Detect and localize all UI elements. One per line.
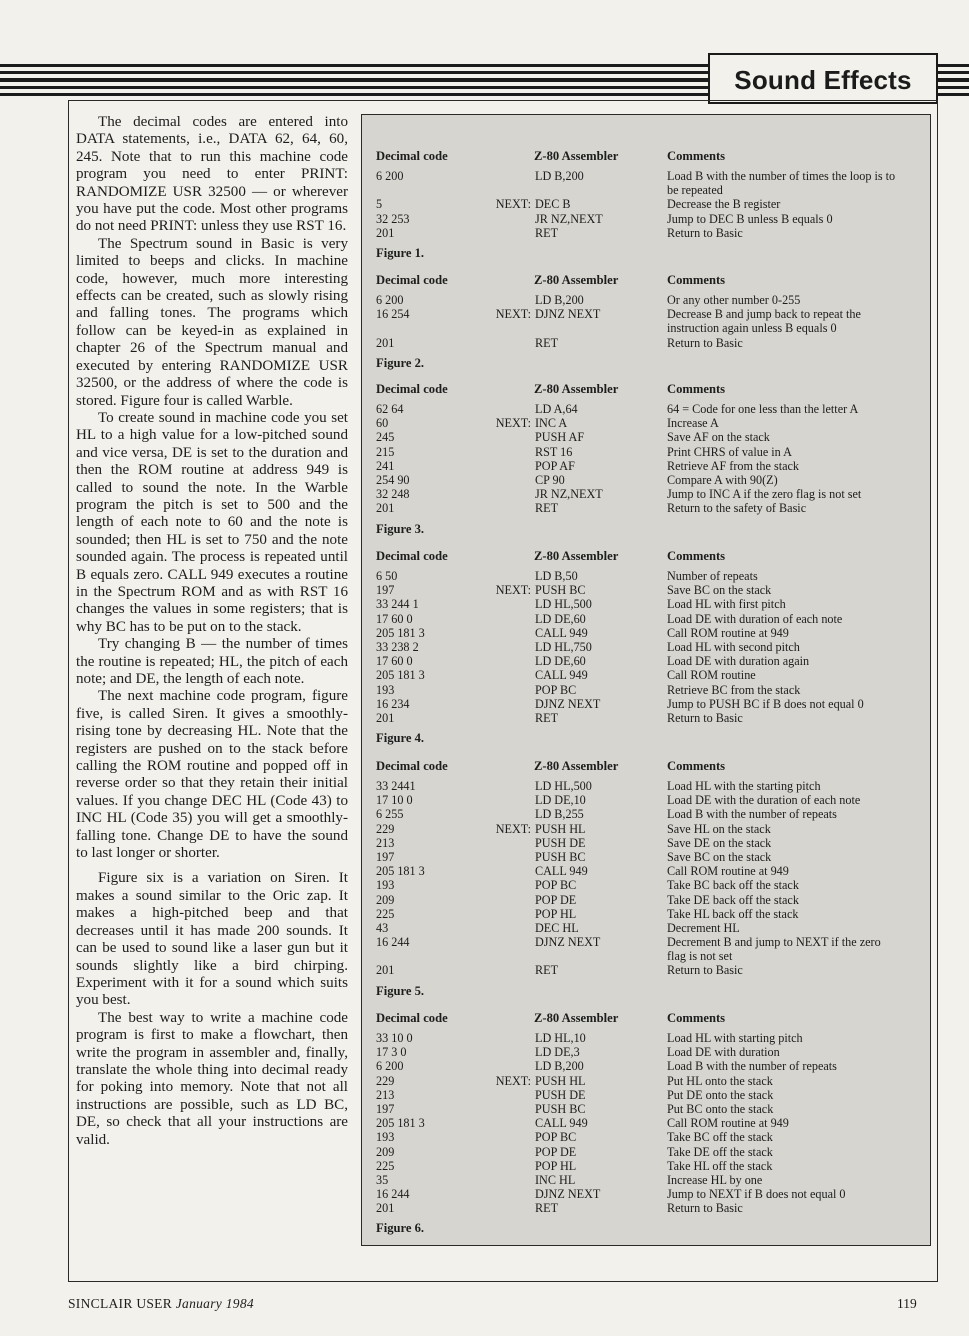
listing-row	[362, 487, 930, 501]
listing-header-row	[362, 149, 930, 169]
label-cell: NEXT:	[495, 197, 531, 212]
assembler-cell: LD DE,60	[535, 611, 586, 626]
column-header-comments: Comments	[667, 382, 726, 396]
comment-cell: Call ROM routine	[667, 668, 756, 683]
comment-cell: Return to Basic	[667, 335, 743, 350]
assembler-cell: DJNZ NEXT	[535, 307, 601, 322]
decimal-code-cell: 201	[376, 963, 395, 978]
assembler-cell: PUSH BC	[535, 583, 586, 598]
comment-cell: Load DE with duration again	[667, 654, 810, 669]
assembler-cell: DJNZ NEXT	[535, 1187, 601, 1202]
assembler-cell: LD HL,750	[535, 639, 592, 654]
figure-caption: Figure 6.	[376, 1221, 425, 1236]
assembler-cell: LD DE,60	[535, 654, 586, 669]
assembler-cell: JR NZ,NEXT	[535, 211, 603, 226]
article-body	[76, 114, 348, 1149]
listing-row	[362, 1074, 930, 1088]
assembler-cell: POP BC	[535, 878, 577, 893]
comment-cell: Load B with the number of repeats	[667, 807, 837, 822]
listing-row	[362, 683, 930, 697]
decimal-code-cell: 6 200	[376, 293, 404, 307]
assembler-cell: RET	[535, 225, 559, 240]
assembler-cell: RET	[535, 963, 559, 978]
decimal-code-cell: 43	[376, 920, 389, 935]
listing-row	[362, 430, 930, 444]
comment-cell: Return to Basic	[667, 225, 743, 240]
comment-cell: Save HL on the stack	[667, 821, 771, 836]
assembler-cell: CALL 949	[535, 864, 588, 879]
column-header-decimal: Decimal code	[376, 549, 448, 563]
listing-row	[362, 793, 930, 807]
comment-cell: Print CHRS of value in A	[667, 444, 792, 459]
assembler-cell: LD HL,10	[535, 1031, 586, 1045]
assembler-cell: POP DE	[535, 892, 577, 907]
assembler-cell: DEC HL	[535, 920, 579, 935]
decimal-code-cell: 254 90	[376, 472, 410, 487]
comment-cell: Load B with the number of times the loop is to be repeated	[667, 169, 896, 198]
figure-listing	[362, 1011, 930, 1236]
figure-listing	[362, 149, 930, 261]
listing-row	[362, 1116, 930, 1130]
article-paragraph: The best way to write a machine code program is first to make a flowchart, then write the program in assembler and, finally, translate the whole thing into decimal ready for poking into memory. Note that not all instructions are possible, such as LD BC, DE, so check that all your instructions are valid.	[76, 1009, 348, 1148]
assembler-cell: RET	[535, 1201, 559, 1216]
listing-row	[362, 1130, 930, 1144]
listing-row	[362, 1045, 930, 1059]
listing-row	[362, 169, 930, 197]
column-header-comments: Comments	[667, 759, 726, 773]
decimal-code-cell: 33 2441	[376, 779, 416, 793]
comment-cell: Return to Basic	[667, 963, 743, 978]
decimal-code-cell: 229	[376, 821, 395, 836]
figure-listing	[362, 273, 930, 371]
decimal-code-cell: 201	[376, 1201, 395, 1216]
comment-cell: Call ROM routine at 949	[667, 1116, 789, 1131]
decimal-code-cell: 209	[376, 1144, 395, 1159]
decimal-code-cell: 17 10 0	[376, 793, 413, 808]
listing-header-row	[362, 549, 930, 569]
assembler-cell: LD B,200	[535, 169, 584, 183]
listing-row	[362, 864, 930, 878]
comment-cell: Decrease the B register	[667, 197, 781, 212]
column-header-assembler: Z-80 Assembler	[534, 149, 619, 163]
listing-row	[362, 1088, 930, 1102]
comment-cell: Take DE off the stack	[667, 1144, 773, 1159]
comment-cell: Load DE with the duration of each note	[667, 793, 861, 808]
decimal-code-cell: 6 200	[376, 169, 404, 183]
listing-row	[362, 1031, 930, 1045]
decimal-code-cell: 32 253	[376, 211, 410, 226]
decimal-code-cell: 201	[376, 501, 395, 516]
decimal-code-cell: 33 244 1	[376, 597, 419, 612]
assembler-cell: RET	[535, 501, 559, 516]
listing-row	[362, 459, 930, 473]
comment-cell: Compare A with 90(Z)	[667, 472, 778, 487]
assembler-cell: LD HL,500	[535, 597, 592, 612]
listing-row	[362, 626, 930, 640]
label-cell: NEXT:	[495, 307, 531, 322]
comment-cell: Return to the safety of Basic	[667, 501, 807, 516]
comment-cell: Load DE with duration	[667, 1045, 780, 1060]
comment-cell: Retrieve AF from the stack	[667, 458, 799, 473]
comment-cell: Increase A	[667, 416, 719, 431]
listing-header-row	[362, 382, 930, 402]
figure-listing	[362, 382, 930, 537]
article-paragraph: The decimal codes are entered into DATA statements, i.e., DATA 62, 64, 60, 245. Note that to run this machine code program you need to enter PRINT: RANDOMIZE USR 32500 — or wherever you have put the code. Most other programs do not need PRINT: unless they use RST 16.	[76, 114, 348, 235]
decimal-code-cell: 213	[376, 1087, 395, 1102]
listing-row	[362, 612, 930, 626]
comment-cell: Take HL back off the stack	[667, 906, 799, 921]
figure-caption: Figure 2.	[376, 355, 425, 370]
comment-cell: Or any other number 0-255	[667, 293, 801, 307]
column-header-assembler: Z-80 Assembler	[534, 759, 619, 773]
page-number: 119	[897, 1296, 917, 1311]
listing-row	[362, 307, 930, 335]
assembler-cell: CALL 949	[535, 1116, 588, 1131]
header-rule-right	[938, 64, 969, 98]
decimal-code-cell: 197	[376, 1101, 395, 1116]
assembler-cell: JR NZ,NEXT	[535, 487, 603, 502]
decimal-code-cell: 5	[376, 197, 383, 212]
comment-cell: Load HL with second pitch	[667, 639, 800, 654]
column-header-assembler: Z-80 Assembler	[534, 273, 619, 287]
assembler-cell: LD A,64	[535, 402, 578, 416]
decimal-code-cell: 6 50	[376, 569, 398, 583]
listing-row	[362, 697, 930, 711]
listing-row	[362, 921, 930, 935]
listing-row	[362, 583, 930, 597]
column-header-comments: Comments	[667, 549, 726, 563]
article-paragraph: To create sound in machine code you set HL to a high value for a low-pitched sound and vice versa, DE is set to the duration and then the ROM routine at address 949 is called to sound the note. In the Warble program the pitch is set to 500 and the length of each note to 60 and the note is sounded; then HL is set to 750 and the note sounded again. The process is repeated until B equals zero. CALL 949 executes a routine in the Spectrum ROM and as with RST 16 changes the values in some registers; that is why BC has to be put on to the stack.	[76, 409, 348, 635]
listing-row	[362, 836, 930, 850]
assembler-cell: POP AF	[535, 458, 575, 473]
article-paragraph: The next machine code program, figure five, is called Siren. It gives a smoothly-rising tone by decreasing HL. Note that the registers are pushed on to the stack before calling the ROM routine and popped off in reverse order so that they retain their initial values. If you change DEC HL (Code 43) to INC HL (Code 35) you will get a smoothly-falling tone. Change DE to have the sound to last longer or shorter.	[76, 688, 348, 862]
magazine-name: SINCLAIR USER	[68, 1296, 173, 1311]
decimal-code-cell: 209	[376, 892, 395, 907]
comment-cell: 64 = Code for one less than the letter A	[667, 402, 859, 416]
decimal-code-cell: 213	[376, 835, 395, 850]
assembler-cell: CP 90	[535, 472, 565, 487]
header-rule	[0, 64, 708, 98]
listing-header-row	[362, 759, 930, 779]
decimal-code-cell: 197	[376, 849, 395, 864]
assembler-cell: INC A	[535, 416, 568, 431]
figure-caption: Figure 4.	[376, 731, 425, 746]
listing-row	[362, 445, 930, 459]
decimal-code-cell: 17 3 0	[376, 1045, 407, 1060]
listing-row	[362, 1173, 930, 1187]
decimal-code-cell: 225	[376, 1158, 395, 1173]
decimal-code-cell: 16 244	[376, 1187, 410, 1202]
listing-row	[362, 501, 930, 515]
comment-cell: Load HL with starting pitch	[667, 1031, 803, 1045]
listing-row	[362, 654, 930, 668]
decimal-code-cell: 193	[376, 878, 395, 893]
issue-date: January 1984	[175, 1296, 254, 1311]
listing-row	[362, 1187, 930, 1201]
figure-caption: Figure 1.	[376, 245, 425, 260]
assembler-cell: LD B,50	[535, 569, 578, 583]
decimal-code-cell: 241	[376, 458, 395, 473]
decimal-code-cell: 33 238 2	[376, 639, 419, 654]
decimal-code-cell: 245	[376, 430, 395, 445]
comment-cell: Take HL off the stack	[667, 1158, 773, 1173]
figure-caption: Figure 3.	[376, 521, 425, 536]
comment-cell: Jump to PUSH BC if B does not equal 0	[667, 696, 864, 711]
comment-cell: Save BC on the stack	[667, 583, 772, 598]
decimal-code-cell: 193	[376, 682, 395, 697]
column-header-decimal: Decimal code	[376, 273, 448, 287]
assembler-cell: PUSH HL	[535, 821, 586, 836]
listing-row	[362, 1059, 930, 1073]
decimal-code-cell: 225	[376, 906, 395, 921]
listing-row	[362, 226, 930, 240]
decimal-code-cell: 32 248	[376, 487, 410, 502]
listing-row	[362, 416, 930, 430]
comment-cell: Save DE on the stack	[667, 835, 772, 850]
comment-cell: Put BC onto the stack	[667, 1101, 774, 1116]
decimal-code-cell: 197	[376, 583, 395, 598]
assembler-cell: POP BC	[535, 682, 577, 697]
decimal-code-cell: 35	[376, 1172, 389, 1187]
assembler-cell: POP HL	[535, 1158, 577, 1173]
decimal-code-cell: 201	[376, 710, 395, 725]
column-header-comments: Comments	[667, 149, 726, 163]
footer-magazine	[68, 1296, 254, 1312]
listing-row	[362, 473, 930, 487]
assembler-cell: PUSH DE	[535, 835, 586, 850]
listing-row	[362, 640, 930, 654]
listing-row	[362, 850, 930, 864]
article-paragraph: Figure six is a variation on Siren. It makes a sound similar to the Oric zap. It makes a high-pitched beep and that decreases until it has made 200 sounds. It can be used to sound like a laser gun but it sounds slightly like a bird chirping. Experiment with it for a sound which suits you best.	[76, 870, 348, 1009]
comment-cell: Jump to NEXT if B does not equal 0	[667, 1187, 846, 1202]
assembler-cell: POP DE	[535, 1144, 577, 1159]
listing-row	[362, 402, 930, 416]
assembler-cell: LD DE,10	[535, 793, 586, 808]
comment-cell: Call ROM routine at 949	[667, 625, 789, 640]
comment-cell: Return to Basic	[667, 1201, 743, 1216]
decimal-code-cell: 17 60 0	[376, 654, 413, 669]
comment-cell: Increase HL by one	[667, 1172, 763, 1187]
column-header-decimal: Decimal code	[376, 1011, 448, 1025]
article-paragraph: The Spectrum sound in Basic is very limited to beeps and clicks. In machine code, however, much more interesting effects can be created, such as slowly rising and falling tones. The programs which follow can be keyed-in as explained in chapter 26 of the Spectrum manual and executed by entering RANDOMIZE USR 32500, or the address of where the code is stored. Figure four is called Warble.	[76, 235, 348, 409]
assembler-cell: POP HL	[535, 906, 577, 921]
listing-row	[362, 197, 930, 211]
assembler-cell: CALL 949	[535, 625, 588, 640]
decimal-code-cell: 6 255	[376, 807, 404, 822]
comment-cell: Take BC off the stack	[667, 1130, 773, 1145]
decimal-code-cell: 6 200	[376, 1059, 404, 1074]
listing-row	[362, 779, 930, 793]
listing-row	[362, 1102, 930, 1116]
label-cell: NEXT:	[495, 416, 531, 431]
decimal-code-cell: 205 181 3	[376, 668, 425, 683]
figure-listing	[362, 549, 930, 746]
comment-cell: Save BC on the stack	[667, 849, 772, 864]
listing-row	[362, 935, 930, 963]
listing-row	[362, 212, 930, 226]
decimal-code-cell: 205 181 3	[376, 864, 425, 879]
comment-cell: Load DE with duration of each note	[667, 611, 843, 626]
comment-cell: Call ROM routine at 949	[667, 864, 789, 879]
column-header-comments: Comments	[667, 1011, 726, 1025]
comment-cell: Load HL with first pitch	[667, 597, 786, 612]
label-cell: NEXT:	[495, 1073, 531, 1088]
comment-cell: Put HL onto the stack	[667, 1073, 773, 1088]
section-tab	[708, 53, 938, 104]
listing-row	[362, 336, 930, 350]
decimal-code-cell: 205 181 3	[376, 1116, 425, 1131]
comment-cell: Put DE onto the stack	[667, 1087, 774, 1102]
column-header-assembler: Z-80 Assembler	[534, 549, 619, 563]
comment-cell: Jump to INC A if the zero flag is not set	[667, 487, 862, 502]
decimal-code-cell: 17 60 0	[376, 611, 413, 626]
listing-row	[362, 807, 930, 821]
code-listings-panel	[361, 114, 931, 1246]
listing-row	[362, 1145, 930, 1159]
listing-row	[362, 711, 930, 725]
assembler-cell: POP BC	[535, 1130, 577, 1145]
assembler-cell: RST 16	[535, 444, 573, 459]
assembler-cell: LD HL,500	[535, 779, 592, 793]
decimal-code-cell: 201	[376, 335, 395, 350]
assembler-cell: PUSH AF	[535, 430, 585, 445]
label-cell: NEXT:	[495, 821, 531, 836]
comment-cell: Retrieve BC from the stack	[667, 682, 801, 697]
decimal-code-cell: 201	[376, 225, 395, 240]
assembler-cell: DEC B	[535, 197, 571, 212]
listing-row	[362, 668, 930, 682]
assembler-cell: RET	[535, 335, 559, 350]
assembler-cell: DJNZ NEXT	[535, 935, 601, 950]
assembler-cell: PUSH BC	[535, 849, 586, 864]
decimal-code-cell: 215	[376, 444, 395, 459]
listing-row	[362, 293, 930, 307]
listing-row	[362, 1201, 930, 1215]
label-cell: NEXT:	[495, 583, 531, 598]
column-header-comments: Comments	[667, 273, 726, 287]
assembler-cell: PUSH DE	[535, 1087, 586, 1102]
listing-row	[362, 822, 930, 836]
assembler-cell: LD DE,3	[535, 1045, 580, 1060]
column-header-assembler: Z-80 Assembler	[534, 1011, 619, 1025]
comment-cell: Decrement HL	[667, 920, 740, 935]
comment-cell: Load HL with the starting pitch	[667, 779, 821, 793]
comment-cell: Load B with the number of repeats	[667, 1059, 837, 1074]
section-title: Sound Effects	[734, 65, 912, 95]
assembler-cell: DJNZ NEXT	[535, 696, 601, 711]
listing-header-row	[362, 1011, 930, 1031]
decimal-code-cell: 62 64	[376, 402, 404, 416]
listing-row	[362, 597, 930, 611]
column-header-decimal: Decimal code	[376, 382, 448, 396]
decimal-code-cell: 16 234	[376, 696, 410, 711]
column-header-decimal: Decimal code	[376, 149, 448, 163]
assembler-cell: PUSH HL	[535, 1073, 586, 1088]
comment-cell: Take DE back off the stack	[667, 892, 799, 907]
assembler-cell: LD B,255	[535, 807, 584, 822]
assembler-cell: LD B,200	[535, 1059, 584, 1074]
assembler-cell: INC HL	[535, 1172, 576, 1187]
comment-cell: Take BC back off the stack	[667, 878, 799, 893]
figure-listing	[362, 759, 930, 999]
comment-cell: Decrease B and jump back to repeat the instruction again unless B equals 0	[667, 307, 861, 336]
comment-cell: Number of repeats	[667, 569, 758, 583]
decimal-code-cell: 16 254	[376, 307, 410, 322]
assembler-cell: CALL 949	[535, 668, 588, 683]
decimal-code-cell: 33 10 0	[376, 1031, 413, 1045]
comment-cell: Jump to DEC B unless B equals 0	[667, 211, 833, 226]
listing-row	[362, 1159, 930, 1173]
listing-row	[362, 893, 930, 907]
comment-cell: Return to Basic	[667, 710, 743, 725]
assembler-cell: RET	[535, 710, 559, 725]
listing-row	[362, 878, 930, 892]
figure-caption: Figure 5.	[376, 983, 425, 998]
comment-cell: Decrement B and jump to NEXT if the zero flag is not set	[667, 935, 881, 964]
decimal-code-cell: 205 181 3	[376, 625, 425, 640]
listing-row	[362, 963, 930, 977]
listing-row	[362, 907, 930, 921]
listing-header-row	[362, 273, 930, 293]
article-paragraph: Try changing B — the number of times the routine is repeated; HL, the pitch of each note; and DE, the length of each note.	[76, 636, 348, 687]
decimal-code-cell: 193	[376, 1130, 395, 1145]
assembler-cell: PUSH BC	[535, 1101, 586, 1116]
column-header-decimal: Decimal code	[376, 759, 448, 773]
listing-row	[362, 569, 930, 583]
assembler-cell: LD B,200	[535, 293, 584, 307]
decimal-code-cell: 16 244	[376, 935, 410, 950]
decimal-code-cell: 229	[376, 1073, 395, 1088]
column-header-assembler: Z-80 Assembler	[534, 382, 619, 396]
decimal-code-cell: 60	[376, 416, 389, 431]
comment-cell: Save AF on the stack	[667, 430, 770, 445]
